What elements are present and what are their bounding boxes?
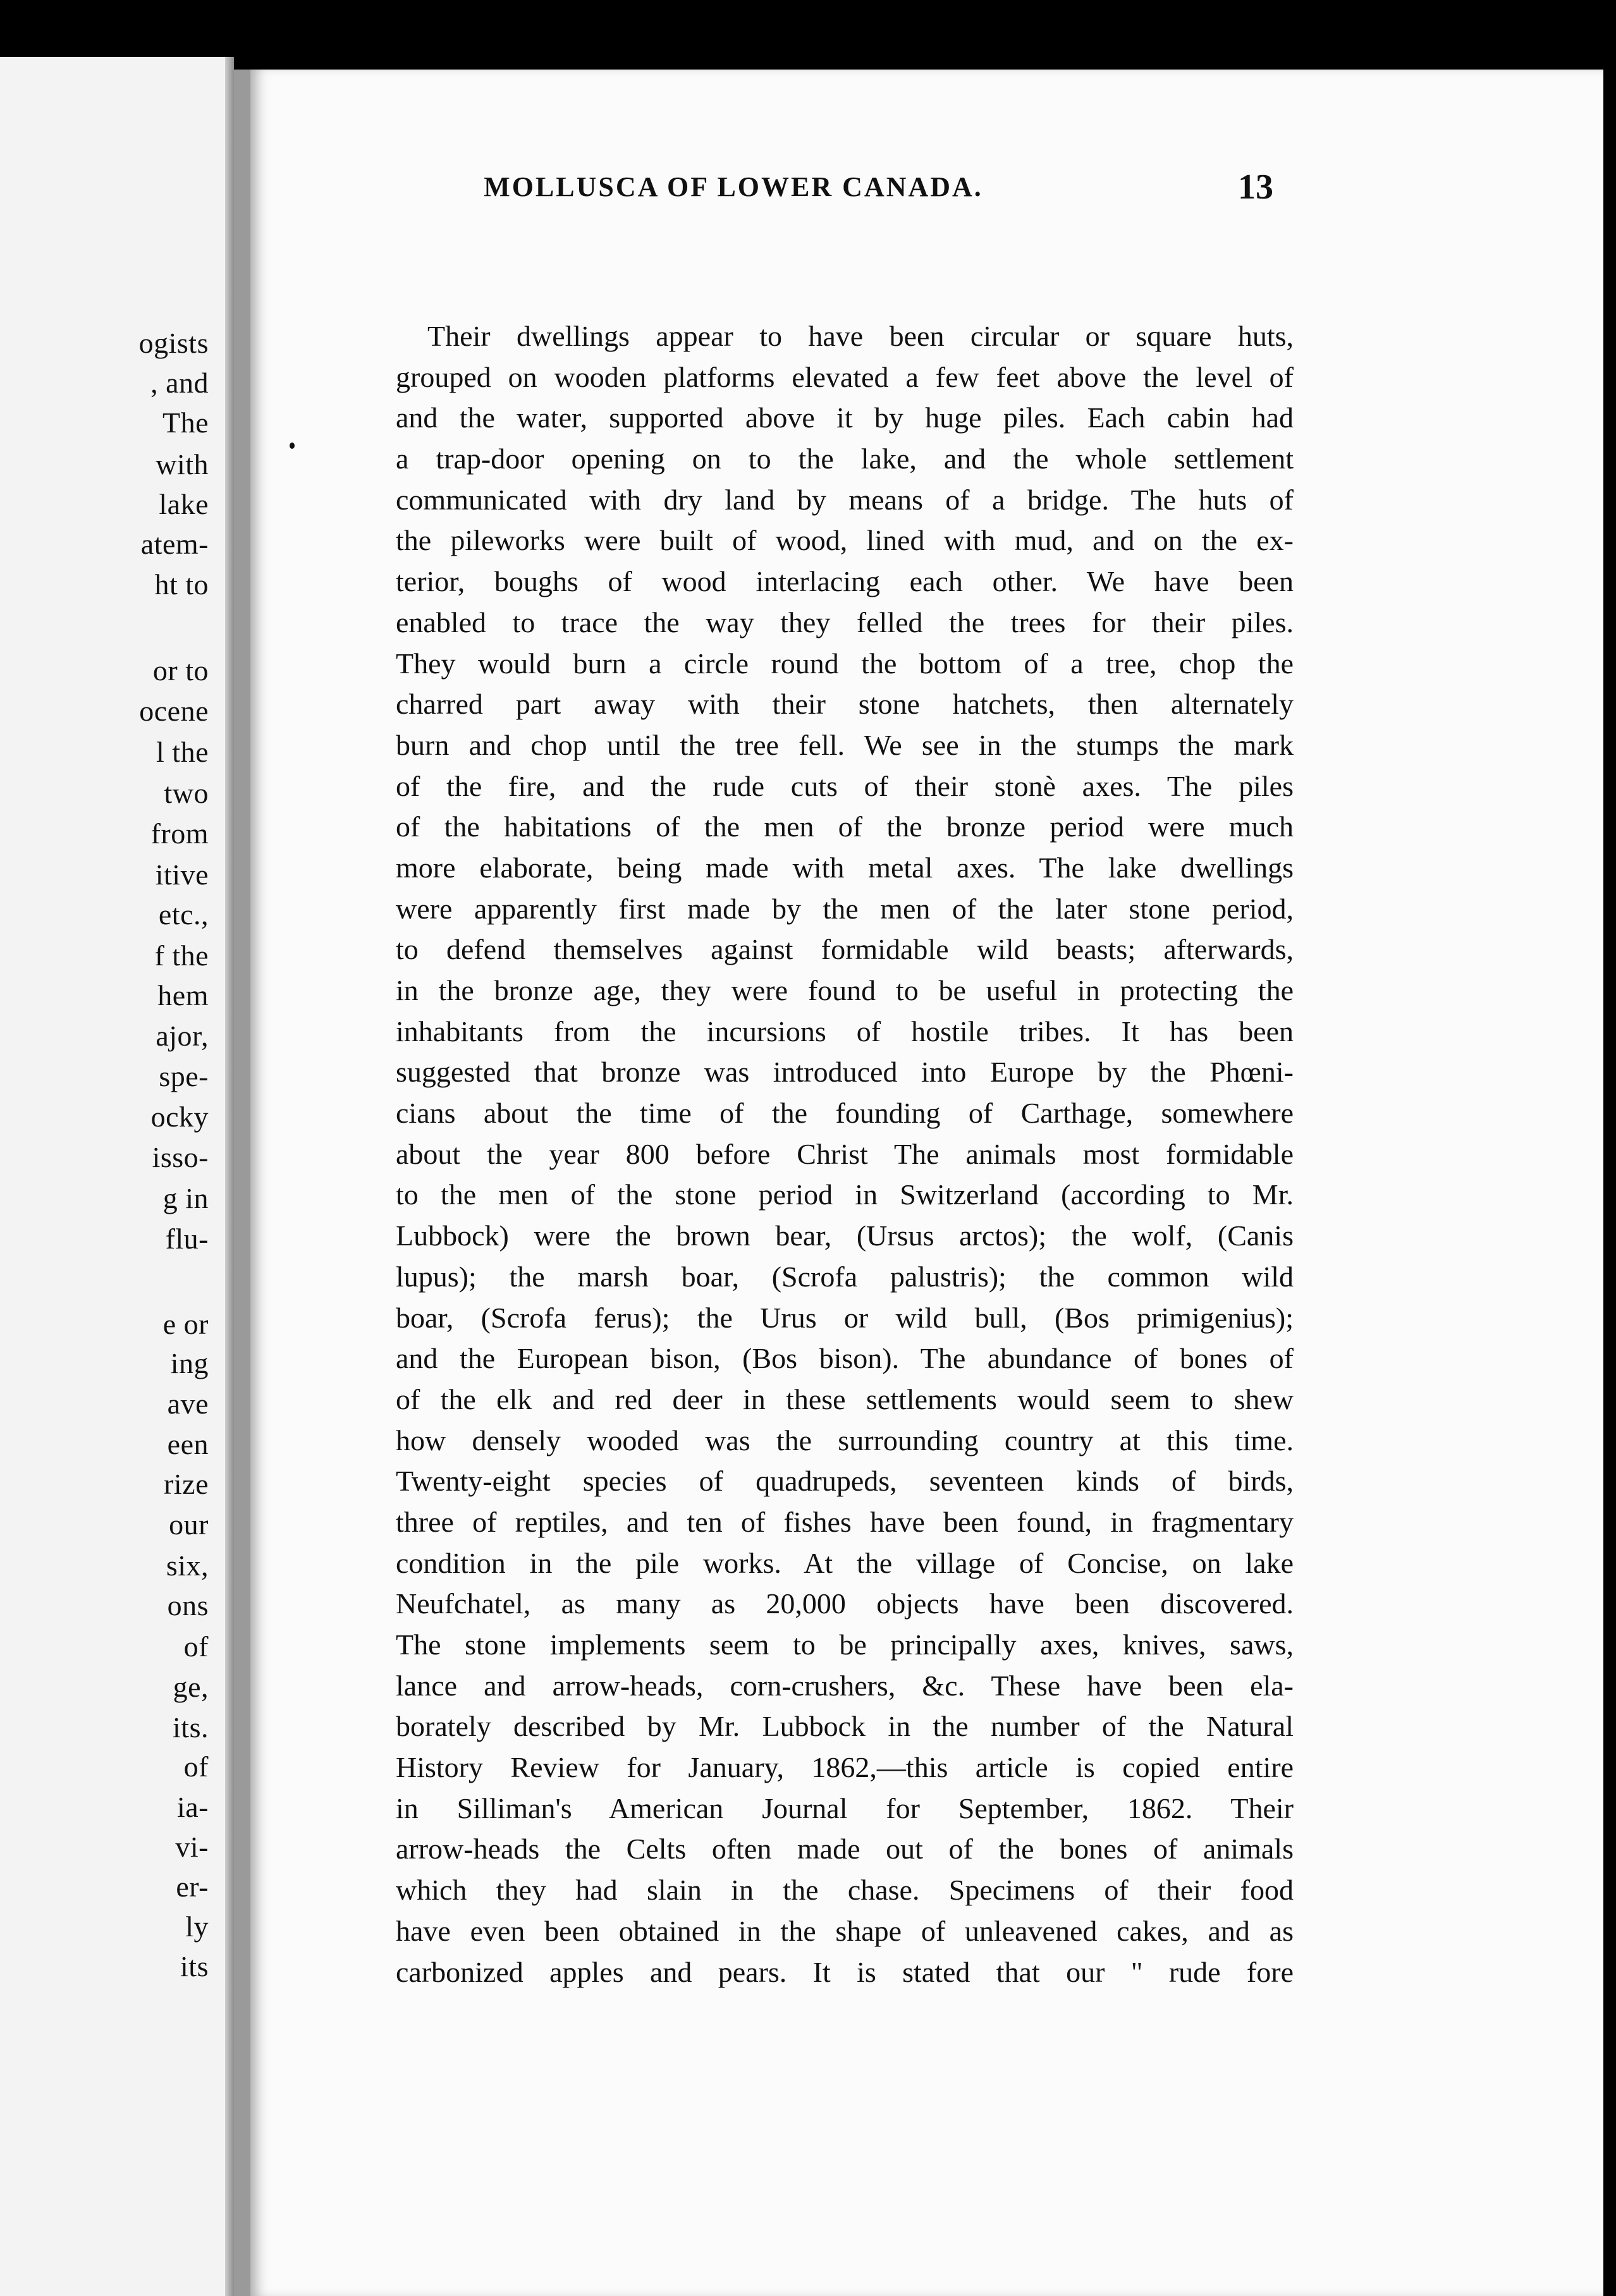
text-line: and the European bison, (Bos bison). The abundance of bones of — [396, 1342, 1294, 1375]
left-page-fragment: g in — [162, 1182, 209, 1214]
text-line: enabled to trace the way they felled the trees for their piles. — [396, 606, 1294, 638]
left-page-fragment: of — [183, 1750, 209, 1783]
left-page-fragment: itive — [155, 858, 209, 891]
left-page-fragment: spe- — [159, 1060, 209, 1092]
text-line: grouped on wooden platforms elevated a few feet above the level of — [396, 360, 1294, 393]
left-page-fragment: atem- — [140, 528, 209, 560]
text-line: burn and chop until the tree fell. We see in the stumps the mark — [396, 728, 1294, 761]
left-page-fragment: ogists — [138, 327, 209, 359]
text-line: inhabitants from the incursions of hostile tribes. It has been — [396, 1015, 1294, 1047]
text-line: arrow-heads the Celts often made out of the bones of animals — [396, 1833, 1294, 1866]
text-line: of the habitations of the men of the bronze period were much — [396, 810, 1294, 843]
text-line: which they had slain in the chase. Specimens of their food — [396, 1874, 1294, 1907]
text-line: cians about the time of the founding of Carthage, somewhere — [396, 1097, 1294, 1130]
left-page-fragment: six, — [166, 1549, 209, 1582]
text-line: Lubbock) were the brown bear, (Ursus arctos); the wolf, (Canis — [396, 1219, 1294, 1252]
text-line: and the water, supported above it by huge piles. Each cabin had — [396, 401, 1294, 434]
text-line: Neufchatel, as many as 20,000 objects have been discovered. — [396, 1587, 1294, 1620]
left-page-fragment: flu- — [165, 1223, 209, 1255]
text-line: have even been obtained in the shape of unleavened cakes, and as — [396, 1914, 1294, 1947]
left-page-fragment: hem — [157, 979, 209, 1011]
running-head: MOLLUSCA OF LOWER CANADA. — [484, 171, 983, 202]
left-page-fragment: ons — [167, 1589, 209, 1621]
text-line: to the men of the stone period in Switzerland (according to Mr. — [396, 1178, 1294, 1211]
text-line: The stone implements seem to be principally axes, knives, saws, — [396, 1628, 1294, 1661]
page-number: 13 — [1238, 168, 1273, 207]
text-line: communicated with dry land by means of a bridge. The huts of — [396, 483, 1294, 516]
left-page-fragment: or to — [152, 654, 209, 687]
left-page-fragment: rize — [164, 1468, 209, 1500]
text-line: to defend themselves against formidable wild beasts; afterwards, — [396, 933, 1294, 966]
left-page-fragment: ht to — [154, 568, 209, 601]
text-line: Their dwellings appear to have been circular or square huts, — [427, 320, 1294, 352]
text-line: lupus); the marsh boar, (Scrofa palustris); the common wild — [396, 1260, 1294, 1293]
text-line: the pileworks were built of wood, lined with mud, and on the ex- — [396, 524, 1294, 557]
left-page-fragment: ajor, — [156, 1020, 209, 1052]
text-line: in Silliman's American Journal for September, 1862. Their — [396, 1792, 1294, 1824]
text-line: suggested that bronze was introduced into Europe by the Phœni- — [396, 1056, 1294, 1089]
left-page-fragment: ocene — [139, 695, 209, 727]
left-page-fragment: with — [156, 448, 209, 480]
text-line: more elaborate, being made with metal axes. The lake dwellings — [396, 851, 1294, 884]
left-page-fragment: its. — [173, 1711, 209, 1743]
text-line: charred part away with their stone hatchets, then alternately — [396, 688, 1294, 721]
left-page-fragment: ge, — [173, 1671, 209, 1703]
left-page-fragment: our — [169, 1508, 209, 1541]
left-page-fragment: een — [167, 1428, 209, 1460]
text-line: a trap-door opening on to the lake, and the whole settlement — [396, 443, 1294, 475]
text-line: were apparently first made by the men of the later stone period, — [396, 892, 1294, 925]
ink-speck — [290, 443, 295, 449]
left-page-fragment: , and — [150, 367, 209, 399]
left-page-fragment: The — [162, 406, 209, 439]
text-line: about the year 800 before Christ The animals most formidable — [396, 1137, 1294, 1170]
left-page-fragment: etc., — [158, 898, 209, 931]
text-line: of the elk and red deer in these settlements would seem to shew — [396, 1383, 1294, 1415]
left-page-fragment: ocky — [150, 1101, 209, 1133]
book-spine-edge — [225, 57, 234, 2296]
left-page-fragment: ia- — [176, 1791, 209, 1823]
text-line: how densely wooded was the surrounding country at this time. — [396, 1424, 1294, 1456]
text-line: condition in the pile works. At the village of Concise, on lake — [396, 1546, 1294, 1579]
text-line: lance and arrow-heads, corn-crushers, &c. These have been ela- — [396, 1669, 1294, 1702]
text-line: three of reptiles, and ten of fishes have been found, in fragmentary — [396, 1505, 1294, 1538]
left-page-fragment: its — [180, 1950, 209, 1982]
left-page-fragment: from — [150, 817, 209, 850]
text-line: Twenty-eight species of quadrupeds, seventeen kinds of birds, — [396, 1465, 1294, 1498]
text-line: They would burn a circle round the bottom of a tree, chop the — [396, 647, 1294, 680]
left-page-fragment: vi- — [175, 1831, 209, 1863]
left-page-fragment: ave — [167, 1388, 209, 1420]
left-page-margin — [0, 57, 234, 2296]
text-line: of the fire, and the rude cuts of their stonè axes. The piles — [396, 769, 1294, 802]
left-page-fragment: e or — [162, 1308, 209, 1340]
left-page-fragment: of — [183, 1630, 209, 1663]
left-page-fragment: ly — [185, 1910, 209, 1943]
text-line: borately described by Mr. Lubbock in the number of the Natural — [396, 1710, 1294, 1743]
left-page-fragment: isso- — [152, 1141, 209, 1173]
left-page-fragment: ing — [170, 1347, 209, 1379]
text-line: carbonized apples and pears. It is stated that our " rude fore — [396, 1955, 1294, 1988]
left-page-fragment: l the — [156, 736, 209, 768]
text-line: terior, boughs of wood interlacing each other. We have been — [396, 565, 1294, 598]
text-line: in the bronze age, they were found to be useful in protecting the — [396, 974, 1294, 1006]
left-page-fragment: er- — [176, 1871, 209, 1903]
text-line: boar, (Scrofa ferus); the Urus or wild bull, (Bos primigenius); — [396, 1301, 1294, 1334]
left-page-fragment: lake — [159, 488, 209, 520]
left-page-fragment: f the — [154, 939, 209, 972]
text-line: History Review for January, 1862,—this article is copied entire — [396, 1751, 1294, 1784]
body-text — [396, 316, 1294, 1993]
left-page-fragment: two — [164, 777, 209, 809]
